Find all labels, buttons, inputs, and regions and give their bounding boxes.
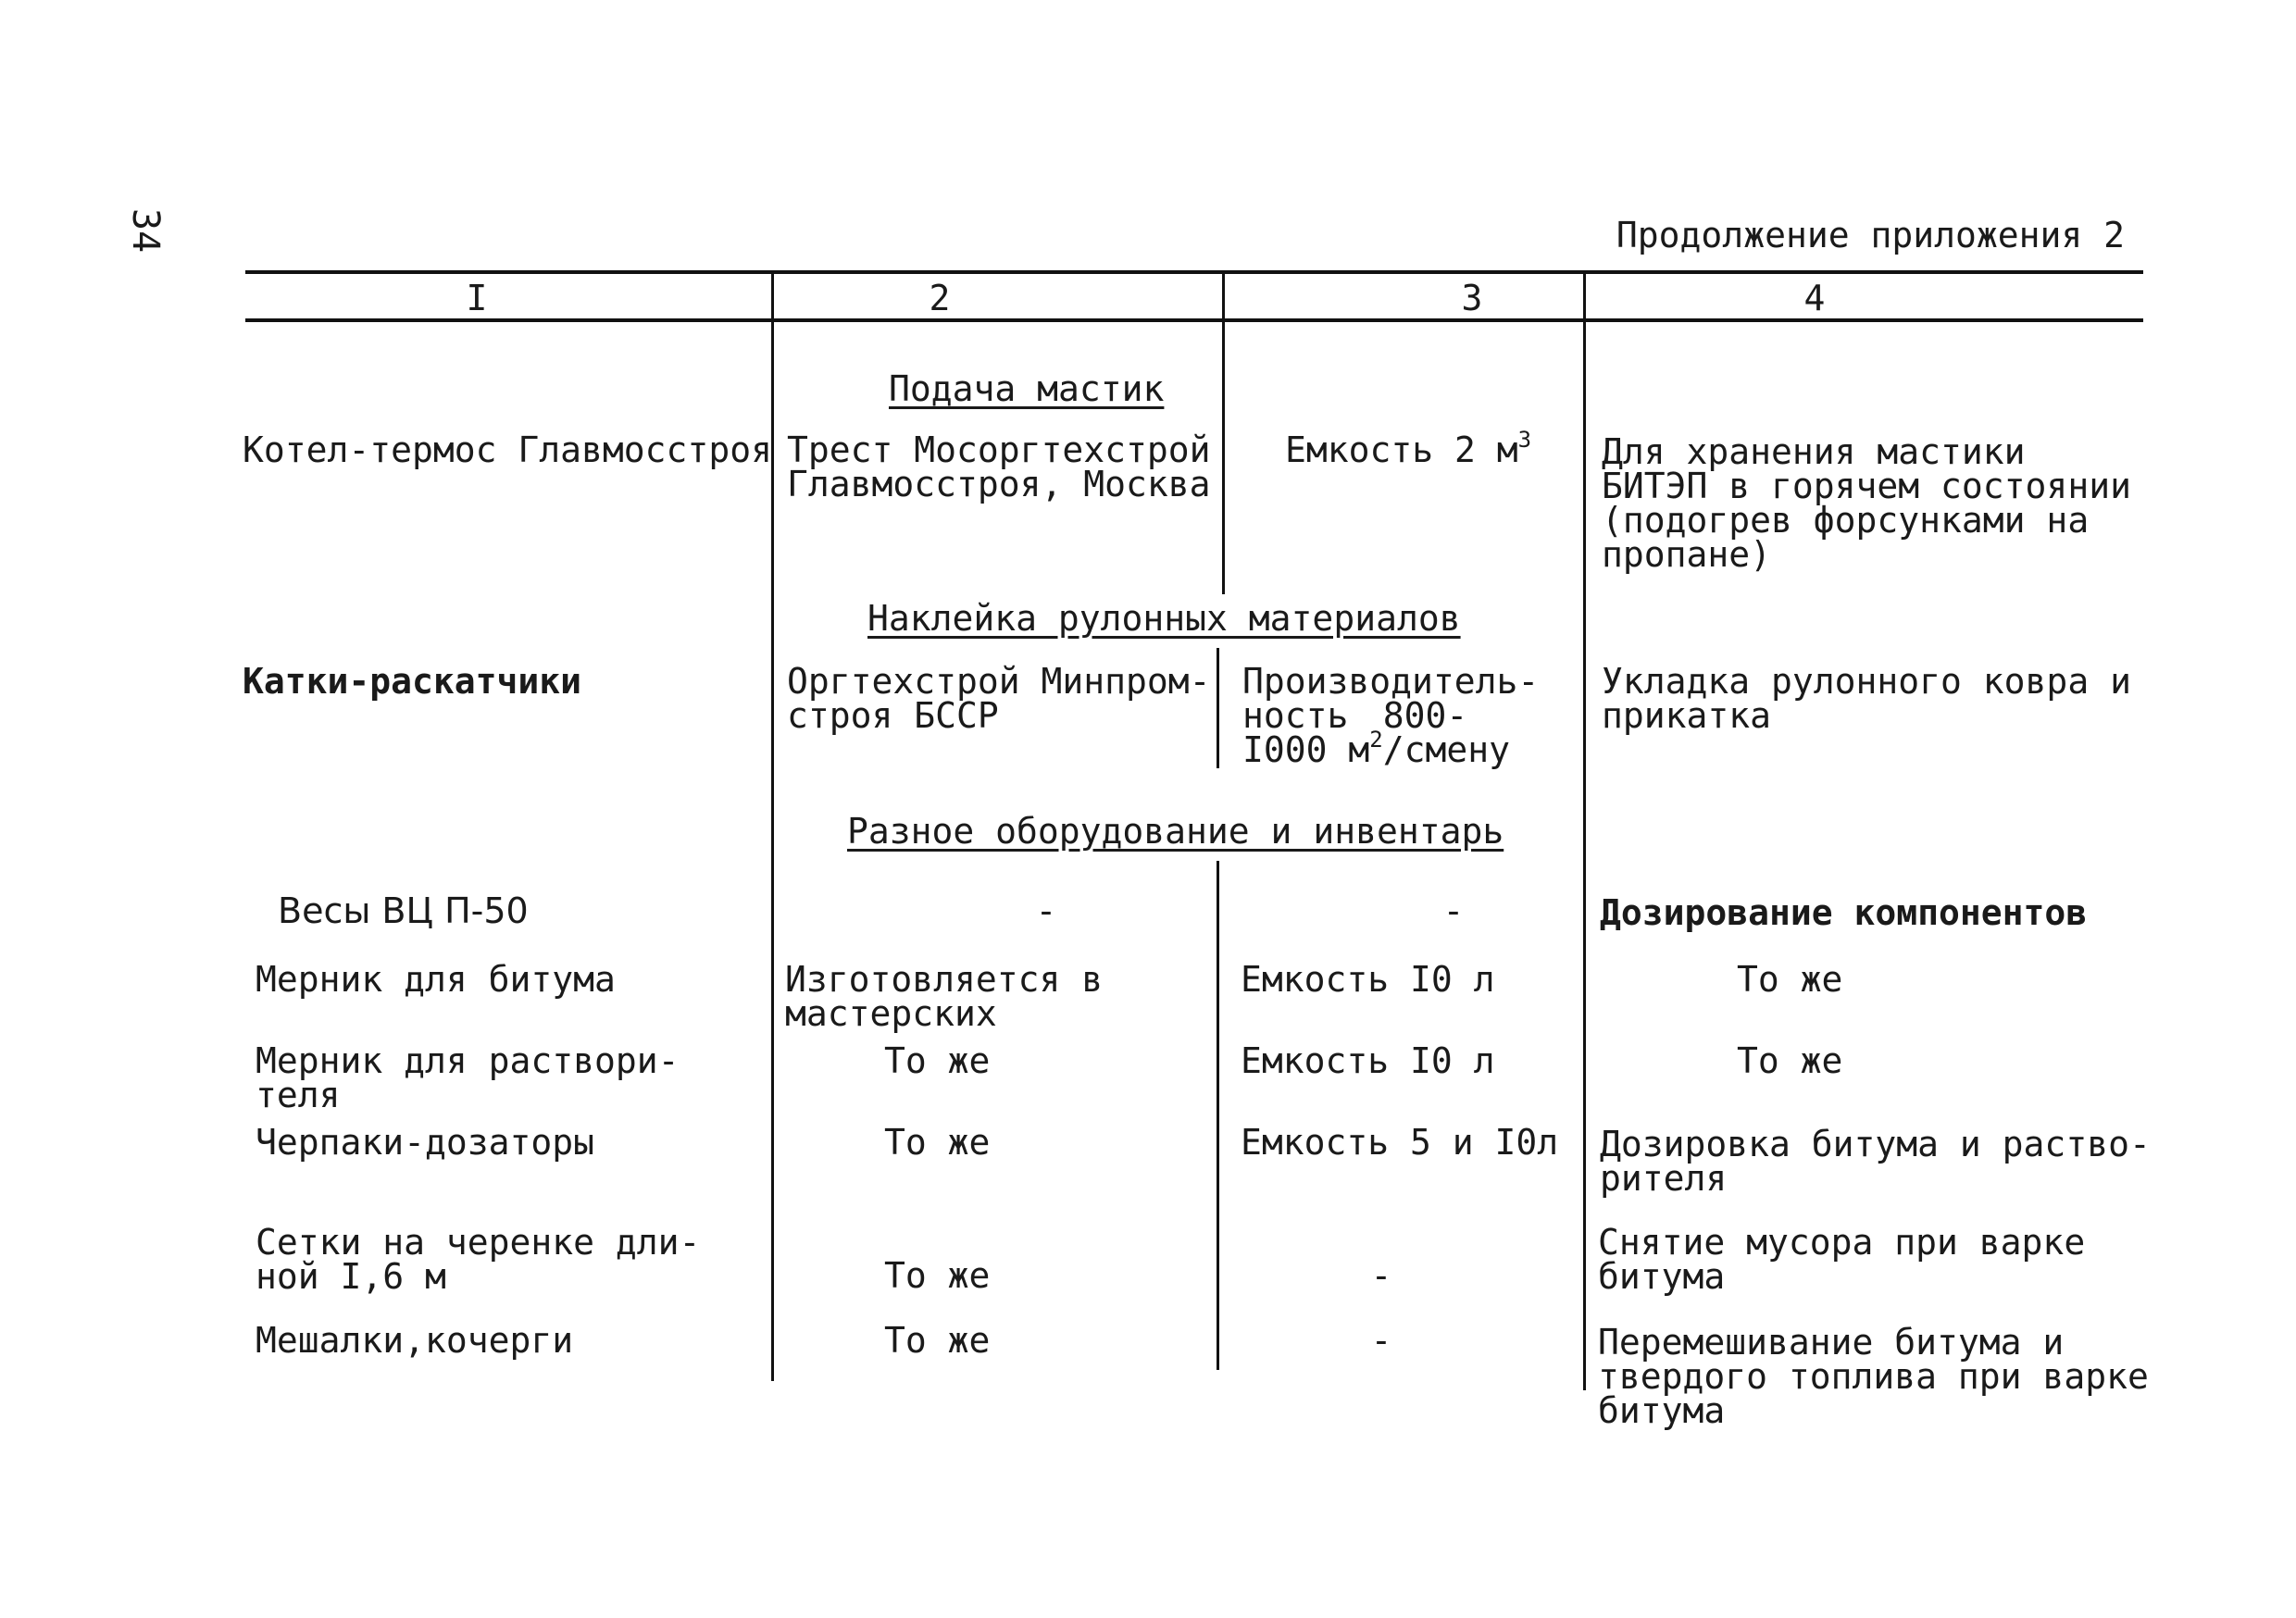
- row-cherpaki-spec: Емкость 5 и I0л: [1241, 1122, 1559, 1163]
- row-cherpaki-name: Черпаки-дозаторы: [256, 1122, 595, 1163]
- row-vesy-developer: -: [1035, 890, 1057, 931]
- section-heading-mastic-supply: Подача мастик: [889, 368, 1165, 409]
- row-katki-developer: Оргтехстрой Минпром- строя БССР: [787, 661, 1211, 736]
- table-top-rule: [245, 270, 2143, 274]
- column-divider-2-3: [1222, 270, 1225, 594]
- column-divider-3-4: [1583, 270, 1586, 1390]
- row-mernik-rastvor-developer: То же: [884, 1040, 991, 1081]
- row-setki-name: Сетки на черенке дли- ной I,6 м: [256, 1222, 701, 1297]
- row-meshalki-name: Мешалки,кочерги: [256, 1320, 574, 1361]
- row-mernik-bitum-spec: Емкость I0 л: [1241, 959, 1495, 1000]
- row-meshalki-developer: То же: [884, 1320, 991, 1361]
- table-header-rule: [245, 318, 2143, 322]
- row-cherpaki-purpose: Дозировка битума и раство- рителя: [1600, 1124, 2151, 1199]
- row-mernik-rastvor-purpose: То же: [1737, 1040, 1843, 1081]
- column-number-3: 3: [1461, 278, 1483, 318]
- row-setki-spec: -: [1370, 1255, 1392, 1296]
- row-katki-purpose: Укладка рулонного ковра и прикатка: [1602, 661, 2131, 736]
- row-meshalki-spec: -: [1370, 1320, 1392, 1361]
- section-heading-misc-equipment: Разное оборудование и инвентарь: [847, 811, 1504, 852]
- row-vesy-spec: -: [1442, 890, 1465, 931]
- row-meshalki-purpose: Перемешивание битума и твердого топлива при варке битума: [1598, 1322, 2149, 1431]
- row-setki-purpose: Снятие мусора при варке битума: [1598, 1222, 2086, 1297]
- section-heading-roll-materials: Наклейка рулонных материалов: [867, 598, 1461, 639]
- row-mernik-bitum-developer: Изготовляется в мастерских: [785, 959, 1104, 1034]
- row-kotel-name: Котел-термос Главмосстроя: [243, 429, 772, 470]
- continuation-label: Продолжение приложения 2: [1616, 215, 2125, 255]
- row-vesy-name: Весы ВЦ П-50: [278, 890, 529, 931]
- page-number: 34: [124, 208, 167, 254]
- row-mernik-rastvor-spec: Емкость I0 л: [1241, 1040, 1495, 1081]
- column-divider-2-3: [1217, 648, 1219, 768]
- row-mernik-bitum-purpose: То же: [1737, 959, 1843, 1000]
- column-divider-2-3: [1217, 861, 1219, 1370]
- column-number-1: I: [466, 278, 488, 318]
- row-setki-developer: То же: [884, 1255, 991, 1296]
- row-kotel-purpose: Для хранения мастики БИТЭП в горячем состоянии (подогрев форсунками на пропане): [1602, 431, 2131, 575]
- row-katki-spec: Производитель- ность 800- I000 $м^2$/смену: [1242, 661, 1540, 770]
- row-mernik-rastvor-name: Мерник для раствори- теля: [256, 1040, 680, 1115]
- row-kotel-developer: Трест Мосоргтехстрой Главмосстроя, Москва: [787, 429, 1211, 504]
- row-cherpaki-developer: То же: [884, 1122, 991, 1163]
- column-number-2: 2: [929, 278, 951, 318]
- row-vesy-purpose: Дозирование компонентов: [1600, 892, 2088, 933]
- row-kotel-spec: Емкость 2 $м^3$: [1285, 427, 1532, 470]
- column-number-4: 4: [1803, 278, 1826, 318]
- row-mernik-bitum-name: Мерник для битума: [256, 959, 616, 1000]
- row-katki-name: Катки-раскатчики: [243, 661, 582, 702]
